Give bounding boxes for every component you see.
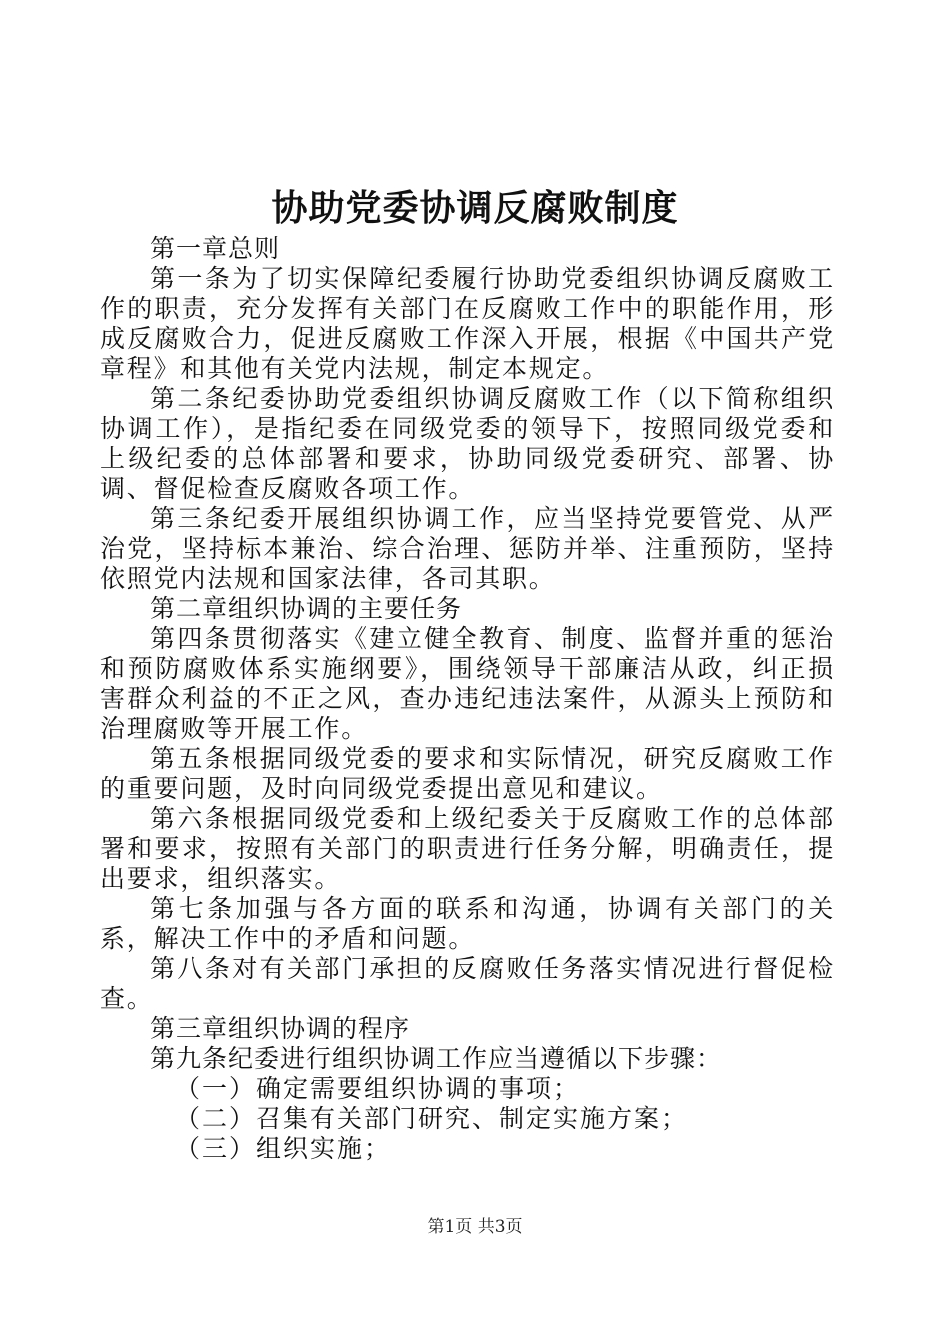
article-paragraph: 第五条根据同级党委的要求和实际情况，研究反腐败工作的重要问题，及时向同级党委提出意见和建议。 bbox=[100, 744, 835, 803]
article-paragraph: 第二条纪委协助党委组织协调反腐败工作（以下简称组织协调工作），是指纪委在同级党委的领导下，按照同级党委和上级纪委的总体部署和要求，协助同级党委研究、部署、协调、督促检查反腐败各项工作。 bbox=[100, 384, 835, 503]
document-body bbox=[100, 234, 835, 1164]
document-title: 协助党委协调反腐败制度 bbox=[271, 187, 679, 229]
article-paragraph: 第四条贯彻落实《建立健全教育、制度、监督并重的惩治和预防腐败体系实施纲要》，围绕领导干部廉洁从政，纠正损害群众利益的不正之风，查办违纪违法案件，从源头上预防和治理腐败等开展工作。 bbox=[100, 624, 835, 743]
article-paragraph: 第七条加强与各方面的联系和沟通，协调有关部门的关系，解决工作中的矛盾和问题。 bbox=[100, 894, 835, 953]
article-paragraph: 第一条为了切实保障纪委履行协助党委组织协调反腐败工作的职责，充分发挥有关部门在反腐败工作中的职能作用，形成反腐败合力，促进反腐败工作深入开展，根据《中国共产党章程》和其他有关党内法规，制定本规定。 bbox=[100, 264, 835, 383]
article-paragraph: 第八条对有关部门承担的反腐败任务落实情况进行督促检查。 bbox=[100, 954, 835, 1013]
article-paragraph: 第九条纪委进行组织协调工作应当遵循以下步骤： bbox=[150, 1044, 723, 1073]
article-paragraph: 第六条根据同级党委和上级纪委关于反腐败工作的总体部署和要求，按照有关部门的职责进行任务分解，明确责任，提出要求，组织落实。 bbox=[100, 804, 835, 893]
chapter-heading: 第二章组织协调的主要任务 bbox=[150, 594, 463, 623]
chapter-heading: 第三章组织协调的程序 bbox=[150, 1014, 411, 1043]
chapter-heading: 第一章总则 bbox=[150, 234, 281, 263]
procedure-step: （一）确定需要组织协调的事项； bbox=[175, 1074, 581, 1103]
page-number-footer: 第1页 共3页 bbox=[427, 1217, 523, 1237]
procedure-step: （二）召集有关部门研究、制定实施方案； bbox=[175, 1104, 689, 1133]
article-paragraph: 第三条纪委开展组织协调工作，应当坚持党要管党、从严治党，坚持标本兼治、综合治理、惩防并举、注重预防，坚持依照党内法规和国家法律，各司其职。 bbox=[100, 504, 835, 593]
procedure-step: （三）组织实施； bbox=[175, 1134, 392, 1163]
